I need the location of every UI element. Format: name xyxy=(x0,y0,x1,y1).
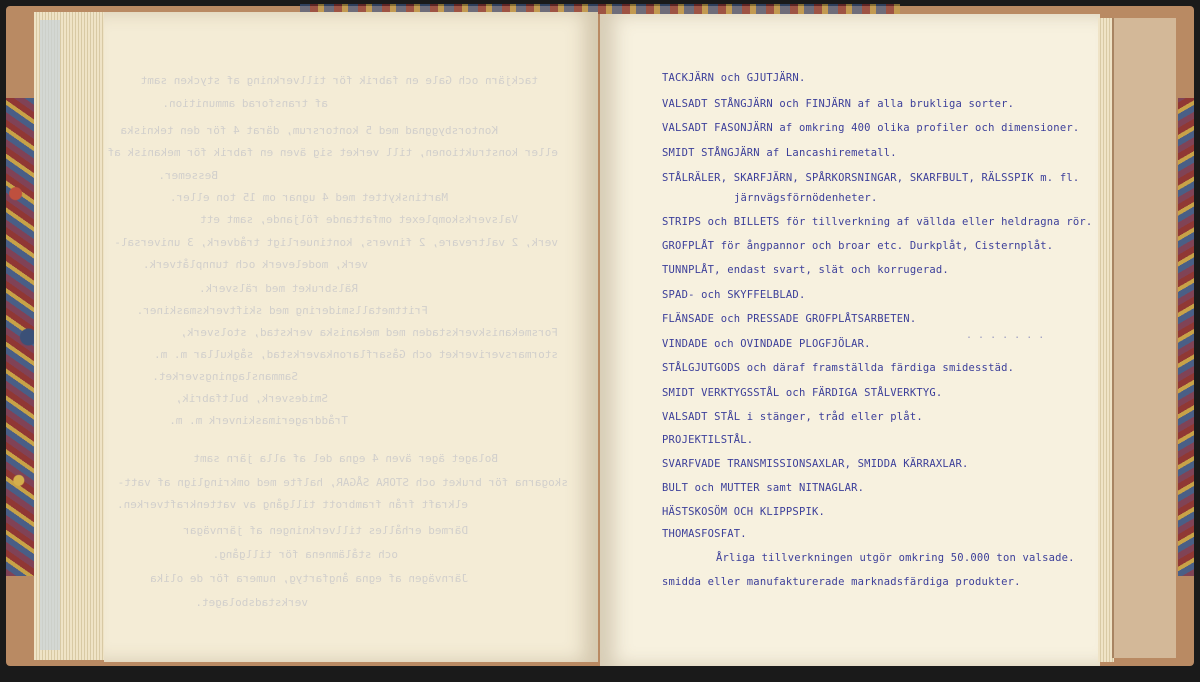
show-through-text xyxy=(104,12,598,662)
bleed-line: verk, modeleverk och tunnplåtverk. xyxy=(142,258,368,271)
text-line: THOMASFOSFAT. xyxy=(662,528,747,540)
bleed-line: Martinskyttet med 4 ugnar om 15 ton eller. xyxy=(169,191,448,204)
bleed-line: elkraft från frambrott tillgång av vattenkraftverken. xyxy=(117,498,468,511)
bleed-line: Tråddragerimaskinverk m. m. xyxy=(169,414,348,427)
page-edge-left xyxy=(40,20,60,650)
text-line: smidda eller manufakturerade marknadsfärdiga produkter. xyxy=(662,576,1021,588)
text-line: GROFPLÅT för ångpannor och broar etc. Durkplåt, Cisternplåt. xyxy=(662,240,1054,252)
text-line: VALSADT FASONJÄRN af omkring 400 olika profiler och dimensioner. xyxy=(662,122,1080,134)
text-line: TUNNPLÅT, endast svart, slät och korrugerad. xyxy=(662,264,949,276)
text-line: VALSADT STÅL i stänger, tråd eller plåt. xyxy=(662,411,923,423)
dotted-leader: . . . . . . . xyxy=(966,330,1045,341)
text-line: TACKJÄRN och GJUTJÄRN. xyxy=(662,72,806,84)
bleed-line: tackjärn och Gale en fabrik för tillverkning af stycken samt xyxy=(140,74,538,87)
right-page xyxy=(600,14,1100,666)
text-line: VINDADE och OVINDADE PLOGFJÖLAR. xyxy=(662,338,871,350)
bleed-line: Bolaget äger även 4 egna del af alla järn samt xyxy=(193,452,498,465)
bleed-line: skogarna för bruket och STORA SÅGAR, halfte med omkringlign af vatt- xyxy=(117,476,568,489)
text-line: STÅLGJUTGODS och däraf framställda färdiga smidesstäd. xyxy=(662,362,1015,374)
text-line: SPAD- och SKYFFELBLAD. xyxy=(662,289,806,301)
left-page xyxy=(104,12,598,662)
bleed-line: eller konstruktionen, till verket sig även en fabrik för mekanisk af xyxy=(107,146,558,159)
text-line: PROJEKTILSTÅL. xyxy=(662,434,754,446)
bleed-line: Frittmetallsmidering med skiftverksmaskiner. xyxy=(136,304,428,317)
bleed-line: och stålämnena för tillgång. xyxy=(212,548,398,561)
marbled-endpaper-right xyxy=(1178,98,1194,576)
text-line: STÅLRÄLER, SKARFJÄRN, SPÅRKORSNINGAR, SKARFBULT, RÄLSSPIK m. fl. xyxy=(662,172,1080,184)
bleed-line: Valsverkskomplexet omfattande följande, samt ett xyxy=(200,213,518,226)
bleed-line: Järnvägen af egna ångfartyg, numera för de olika xyxy=(150,572,468,585)
text-line: SMIDT VERKTYGSSTÅL och FÄRDIGA STÅLVERKTYG. xyxy=(662,387,943,399)
text-line: HÄSTSKOSÖM OCH KLIPPSPIK. xyxy=(662,506,826,518)
bleed-line: verk, 2 valtrevare, 2 finvers, kontinuerligt trådverk, 3 universal- xyxy=(114,236,558,249)
text-line: SMIDT STÅNGJÄRN af Lancashiremetall. xyxy=(662,147,897,159)
text-line: STRIPS och BILLETS för tillverkning af vällda eller heldragna rör. xyxy=(662,216,1093,228)
text-line: Årliga tillverkningen utgör omkring 50.000 ton valsade. xyxy=(716,552,1075,564)
bleed-line: Bessemer. xyxy=(158,169,218,182)
bleed-line: stormarsveriverket och Gåsarflaronkaverkstad, sågkullar m. m. xyxy=(154,348,558,361)
bleed-line: Forsmekaniskverkstaden med mekaniska verkstad, stolsverk, xyxy=(180,326,558,339)
bleed-line: af transforad ammunition. xyxy=(162,97,328,110)
bleed-line: Kontorsbyggnad med 5 kontorsrum, därat 4 för den tekniska xyxy=(120,124,498,137)
bleed-line: verkstadsbolaget. xyxy=(195,596,308,609)
text-line: FLÄNSADE och PRESSADE GROFPLÅTSARBETEN. xyxy=(662,313,917,325)
text-line: VALSADT STÅNGJÄRN och FINJÄRN af alla brukliga sorter. xyxy=(662,98,1015,110)
bleed-line: Smidesverk, bultfabrik, xyxy=(175,392,328,405)
text-line: BULT och MUTTER samt NITNAGLAR. xyxy=(662,482,865,494)
bleed-line: Sammanslagningsverket. xyxy=(152,370,298,383)
bleed-line: Rälsbruket med rälsverk. xyxy=(199,282,358,295)
bleed-line: Därmed erhålles tillverkningen af järnvägar xyxy=(183,524,468,537)
text-line: SVARFVADE TRANSMISSIONSAXLAR, SMIDDA KÄRRAXLAR. xyxy=(662,458,969,470)
text-line: järnvägsförnödenheter. xyxy=(734,192,878,204)
cover-flap xyxy=(1112,18,1176,658)
